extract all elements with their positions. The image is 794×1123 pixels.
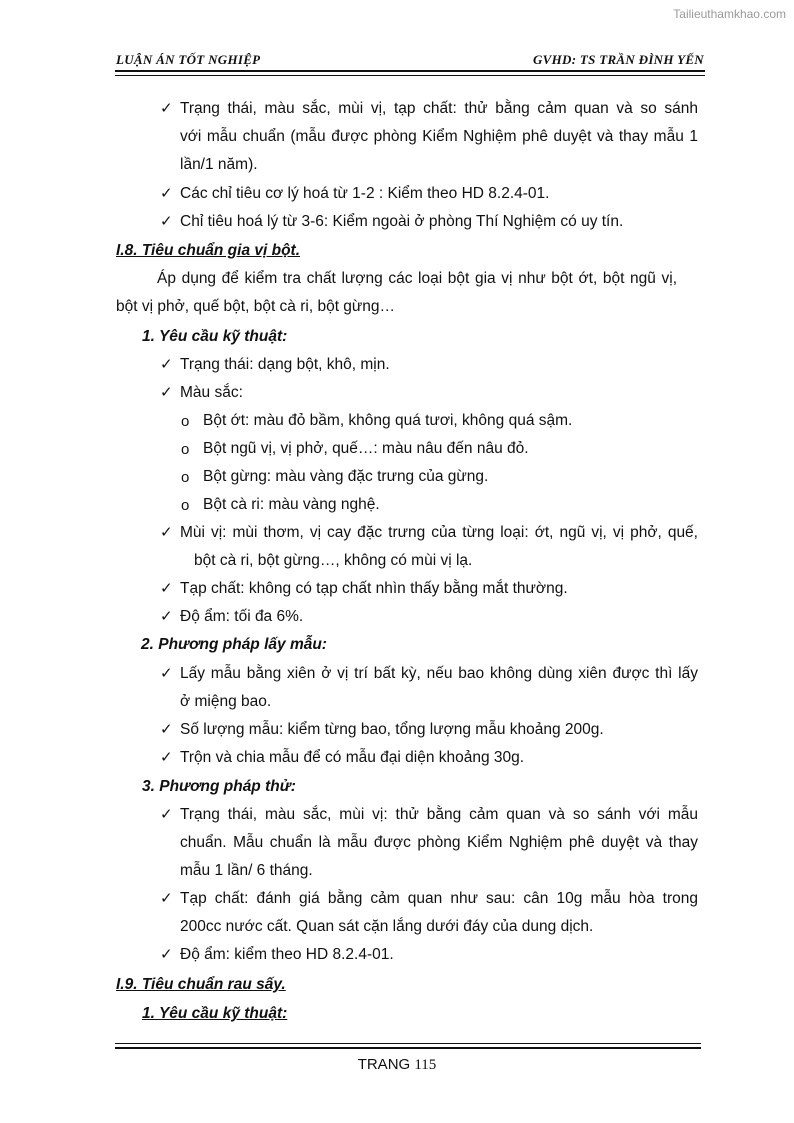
- list-item: Số lượng mẫu: kiểm từng bao, tổng lượng mẫu khoảng 200g.: [180, 721, 604, 738]
- subsection-heading: 1. Yêu cầu kỹ thuật:: [142, 1005, 288, 1022]
- check-icon: ✓: [160, 524, 173, 541]
- check-icon: ✓: [160, 608, 173, 625]
- list-item: Chỉ tiêu hoá lý từ 3-6: Kiểm ngoài ở phòng Thí Nghiệm có uy tín.: [180, 213, 624, 230]
- check-icon: ✓: [160, 580, 173, 597]
- watermark: Tailieuthamkhao.com: [673, 7, 786, 21]
- list-item-cont: lần/1 năm).: [180, 156, 258, 173]
- list-item-cont: bột cà ri, bột gừng…, không có mùi vị lạ.: [194, 552, 473, 569]
- list-item: Trạng thái: dạng bột, khô, mịn.: [180, 356, 390, 373]
- list-item: Trạng thái, màu sắc, mùi vị, tạp chất: thử bằng cảm quan và so sánh: [180, 100, 698, 117]
- sub-list-item: Bột cà ri: màu vàng nghệ.: [203, 496, 380, 513]
- subsection-heading: 1. Yêu cầu kỹ thuật:: [142, 328, 288, 345]
- subsection-heading: 2. Phương pháp lấy mẫu:: [141, 636, 327, 653]
- check-icon: ✓: [160, 946, 173, 963]
- list-item: Màu sắc:: [180, 384, 243, 401]
- header-rule: [115, 70, 705, 72]
- check-icon: ✓: [160, 100, 173, 117]
- header-right: GVHD: TS TRẦN ĐÌNH YẾN: [532, 52, 704, 67]
- circle-bullet-icon: o: [181, 497, 190, 514]
- check-icon: ✓: [160, 721, 173, 738]
- list-item-cont: chuẩn. Mẫu chuẩn là mẫu được phòng Kiểm Nghiệm phê duyệt và thay: [180, 834, 698, 851]
- list-item: Trộn và chia mẫu để có mẫu đại diện khoảng 30g.: [180, 749, 525, 766]
- subsection-heading: 3. Phương pháp thử:: [142, 778, 296, 795]
- header-rule-thin: [115, 75, 705, 76]
- list-item-cont: ở miệng bao.: [180, 693, 272, 710]
- circle-bullet-icon: o: [181, 469, 190, 486]
- check-icon: ✓: [160, 665, 173, 682]
- page-number: [0, 1056, 794, 1074]
- header-left: LUẬN ÁN TỐT NGHIỆP: [116, 52, 261, 67]
- list-item: Tạp chất: không có tạp chất nhìn thấy bằng mắt thường.: [180, 580, 568, 597]
- sub-list-item: Bột gừng: màu vàng đặc trưng của gừng.: [203, 468, 489, 485]
- footer-rule-thin: [115, 1043, 701, 1044]
- list-item: Trạng thái, màu sắc, mùi vị: thử bằng cảm quan và so sánh với mẫu: [180, 806, 698, 823]
- list-item: Các chỉ tiêu cơ lý hoá từ 1-2 : Kiểm theo HD 8.2.4-01.: [180, 185, 550, 202]
- circle-bullet-icon: o: [181, 441, 190, 458]
- running-header: [116, 52, 704, 70]
- list-item: Lấy mẫu bằng xiên ở vị trí bất kỳ, nếu bao không dùng xiên được thì lấy: [180, 665, 698, 682]
- list-item: Tạp chất: đánh giá bằng cảm quan như sau: cân 10g mẫu hòa trong: [180, 890, 698, 907]
- list-item: Độ ẩm: kiểm theo HD 8.2.4-01.: [180, 946, 394, 963]
- check-icon: ✓: [160, 213, 173, 230]
- section-heading: I.9. Tiêu chuẩn rau sấy.: [116, 976, 286, 993]
- page-value: 115: [414, 1057, 437, 1073]
- sub-list-item: Bột ớt: màu đỏ bầm, không quá tươi, không quá sậm.: [203, 412, 573, 429]
- paragraph: Áp dụng để kiểm tra chất lượng các loại bột gia vị như bột ớt, bột ngũ vị,: [157, 270, 677, 287]
- check-icon: ✓: [160, 890, 173, 907]
- list-item: Độ ẩm: tối đa 6%.: [180, 608, 304, 625]
- list-item: Mùi vị: mùi thơm, vị cay đặc trưng của từng loại: ớt, ngũ vị, vị phở, quế,: [180, 524, 698, 541]
- check-icon: ✓: [160, 806, 173, 823]
- check-icon: ✓: [160, 749, 173, 766]
- section-heading: I.8. Tiêu chuẩn gia vị bột.: [116, 242, 301, 259]
- check-icon: ✓: [160, 384, 173, 401]
- check-icon: ✓: [160, 356, 173, 373]
- list-item-cont: với mẫu chuẩn (mẫu được phòng Kiểm Nghiệm phê duyệt và thay mẫu 1: [180, 128, 698, 145]
- circle-bullet-icon: o: [181, 413, 190, 430]
- paragraph-cont: bột vị phở, quế bột, bột cà ri, bột gừng…: [116, 298, 396, 315]
- footer-rule: [115, 1047, 701, 1049]
- page-label: TRANG: [357, 1056, 411, 1073]
- list-item-cont: mẫu 1 lần/ 6 tháng.: [180, 862, 313, 879]
- sub-list-item: Bột ngũ vị, vị phở, quế…: màu nâu đến nâu đỏ.: [203, 440, 529, 457]
- list-item-cont: 200cc nước cất. Quan sát cặn lắng dưới đáy của dung dịch.: [180, 918, 594, 935]
- check-icon: ✓: [160, 185, 173, 202]
